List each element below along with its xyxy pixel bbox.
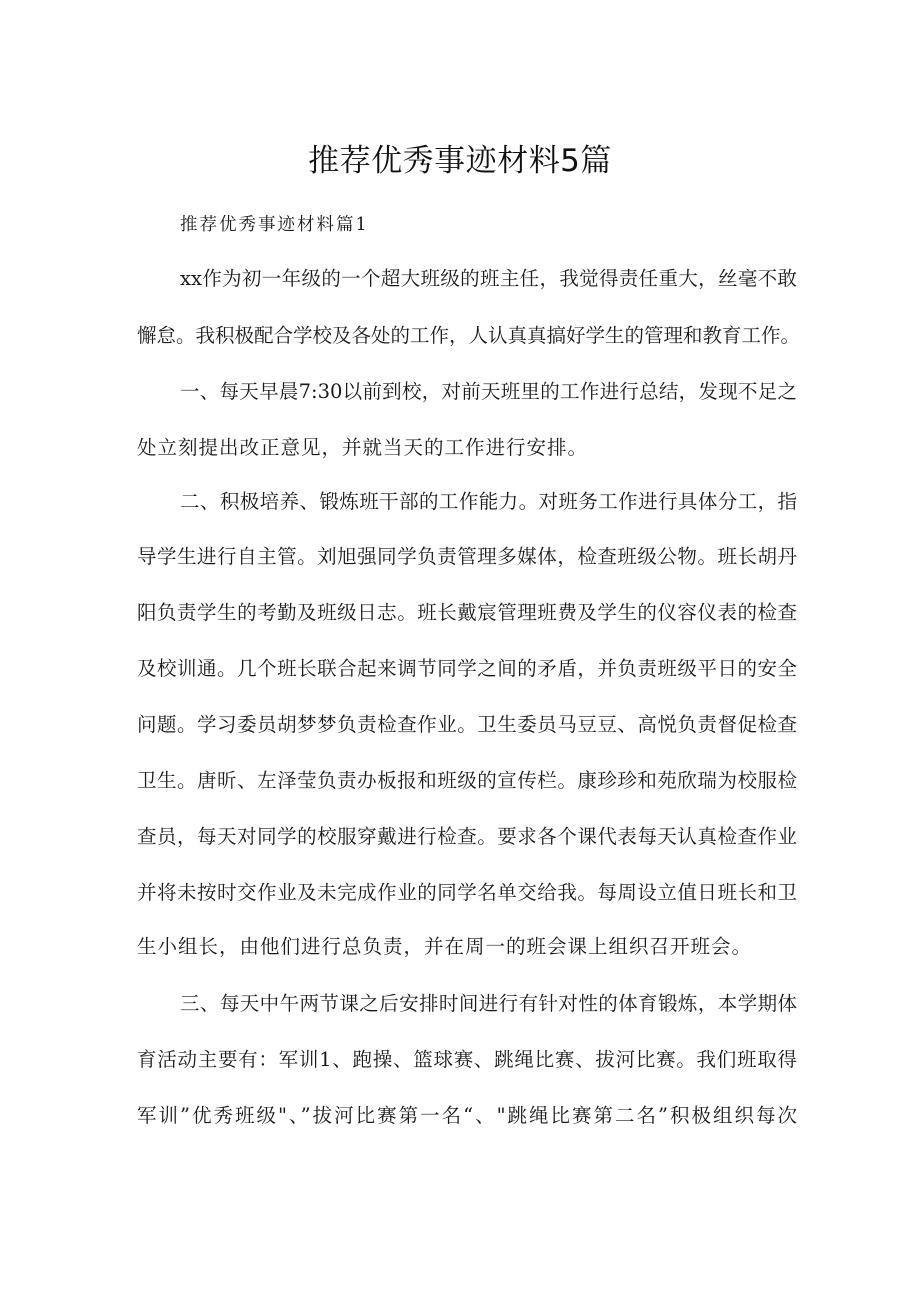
paragraph-line: 问题。学习委员胡梦梦负责检查作业。卫生委员马豆豆、高悦负责督促检查 (137, 713, 797, 736)
paragraph-line: 三、每天中午两节课之后安排时间进行有针对性的体育锻炼，本学期体 (180, 992, 797, 1015)
paragraph-line: 一、每天早晨7:30以前到校，对前天班里的工作进行总结，发现不足之 (180, 380, 797, 403)
paragraph-line: xx作为初一年级的一个超大班级的班主任，我觉得责任重大，丝毫不敢 (180, 267, 797, 290)
paragraph-line: 阳负责学生的考勤及班级日志。班长戴宸管理班费及学生的仪容仪表的检查 (137, 601, 797, 624)
paragraph-line: 导学生进行自主管。刘旭强同学负责管理多媒体，检查班级公物。班长胡丹 (137, 545, 797, 568)
paragraph-line: 并将未按时交作业及未完成作业的同学名单交给我。每周设立值日班长和卫 (137, 881, 797, 904)
paragraph-line: 处立刻提出改正意见，并就当天的工作进行安排。 (137, 436, 589, 459)
section-heading: 推荐优秀事迹材料篇1 (180, 215, 369, 235)
paragraph-line: 生小组长，由他们进行总负责，并在周一的班会课上组织召开班会。 (137, 935, 753, 958)
paragraph-line: 懈怠。我积极配合学校及各处的工作，人认真真搞好学生的管理和教育工作。 (137, 324, 801, 347)
paragraph-line: 二、积极培养、锻炼班干部的工作能力。对班务工作进行具体分工，指 (180, 490, 797, 513)
document-title: 推荐优秀事迹材料5篇 (308, 143, 612, 179)
paragraph-line: 军训”优秀班级"、”拔河比赛第一名“、"跳绳比赛第二名”积极组织每次 (137, 1104, 797, 1127)
paragraph-line: 育活动主要有：军训1、跑操、篮球赛、跳绳比赛、拔河比赛。我们班取得 (137, 1048, 797, 1071)
paragraph-line: 卫生。唐昕、左泽莹负责办板报和班级的宣传栏。康珍珍和苑欣瑞为校服检 (137, 769, 797, 792)
paragraph-line: 及校训通。几个班长联合起来调节同学之间的矛盾，并负责班级平日的安全 (137, 657, 797, 680)
paragraph-line: 查员，每天对同学的校服穿戴进行检查。要求各个课代表每天认真检查作业 (137, 825, 797, 848)
